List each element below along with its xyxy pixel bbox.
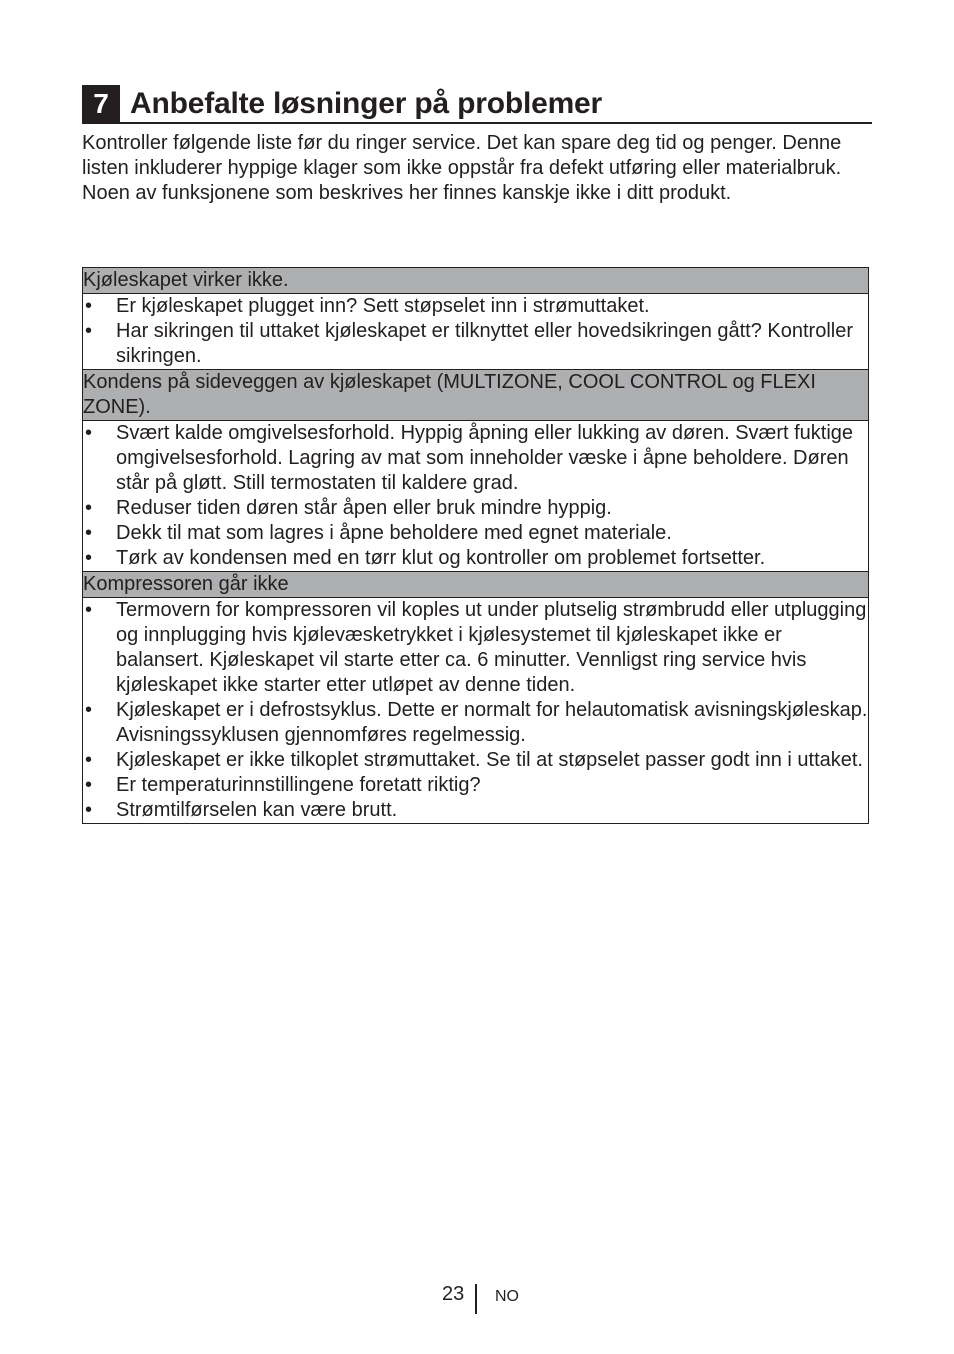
list-item [83, 698, 868, 748]
solution-text: Kjøleskapet er ikke tilkoplet strømuttaket. Se til at støpselet passer godt inn i uttaket. [116, 749, 863, 771]
solution-text: Er temperaturinnstillingene foretatt riktig? [116, 774, 481, 796]
table-row [83, 370, 869, 421]
problem-header: Kjøleskapet virker ikke. [83, 268, 869, 294]
table-row [83, 294, 869, 370]
list-item [83, 319, 868, 369]
bullet-icon: • [85, 522, 93, 544]
table-row [83, 268, 869, 294]
list-item [83, 773, 868, 798]
solution-list [83, 598, 868, 823]
table-row [83, 572, 869, 598]
page-footer [0, 1281, 954, 1317]
bullet-icon: • [85, 599, 93, 621]
intro-text [82, 131, 872, 206]
footer-divider [475, 1284, 477, 1314]
bullet-icon: • [85, 320, 93, 342]
section-number-badge: 7 [82, 85, 120, 122]
list-item [83, 748, 868, 773]
bullet-icon: • [85, 799, 93, 821]
list-item [83, 546, 868, 571]
list-item [83, 521, 868, 546]
solution-text: Tørk av kondensen med en tørr klut og kontroller om problemet fortsetter. [116, 547, 766, 569]
section-heading [82, 82, 872, 124]
bullet-icon: • [85, 547, 93, 569]
list-item [83, 798, 868, 823]
list-item [83, 598, 868, 698]
bullet-icon: • [85, 774, 93, 796]
bullet-icon: • [85, 422, 93, 444]
bullet-icon: • [85, 295, 93, 317]
list-item [83, 496, 868, 521]
solution-text: Kjøleskapet er i defrostsyklus. Dette er normalt for helautomatisk avisningskjøleskap. Avisningssyklusen gjennomføres regelmessig. [116, 699, 868, 746]
bullet-icon: • [85, 497, 93, 519]
solution-text: Svært kalde omgivelsesforhold. Hyppig åpning eller lukking av døren. Svært fuktige omgivelsesforhold. Lagring av mat som inneholder væske i åpne beholdere. Døren står på gløtt. Still termostaten til kaldere grad. [116, 422, 854, 494]
language-code: NO [495, 1288, 519, 1305]
troubleshooting-table [82, 267, 869, 824]
bullet-icon: • [85, 749, 93, 771]
solution-text: Strømtilførselen kan være brutt. [116, 799, 398, 821]
intro-paragraph: Kontroller følgende liste før du ringer service. Det kan spare deg tid og penger. Denne listen inkluderer hyppige klager som ikke oppstår fra defekt utføring eller materialbruk. Noen av funksjonene som beskrives her finnes kanskje ikke i ditt produkt. [82, 132, 842, 204]
solution-text: Har sikringen til uttaket kjøleskapet er tilknyttet eller hovedsikringen gått? Kontroller sikringen. [116, 320, 854, 367]
list-item [83, 421, 868, 496]
problem-header: Kondens på sideveggen av kjøleskapet (MULTIZONE, COOL CONTROL og FLEXI ZONE). [83, 370, 869, 421]
page-title: Anbefalte løsninger på problemer [130, 87, 603, 120]
solution-text: Termovern for kompressoren vil koples ut under plutselig strømbrudd eller utplugging og innplugging hvis kjølevæsketrykket i kjølesystemet til kjøleskapet ikke er balansert. Kjøleskapet vil starte etter ca. 6 minutter. Vennligst ring service hvis kjøleskapet ikke starter etter utløpet av denne tiden. [116, 599, 867, 696]
bullet-icon: • [85, 699, 93, 721]
table-row [83, 421, 869, 572]
solution-text: Dekk til mat som lagres i åpne beholdere med egnet materiale. [116, 522, 672, 544]
solution-list [83, 294, 868, 369]
solution-list [83, 421, 868, 571]
problem-header: Kompressoren går ikke [83, 572, 869, 598]
solution-text: Er kjøleskapet plugget inn? Sett støpselet inn i strømuttaket. [116, 295, 650, 317]
table-row [83, 598, 869, 824]
solution-text: Reduser tiden døren står åpen eller bruk mindre hyppig. [116, 497, 612, 519]
page-number: 23 [442, 1283, 465, 1305]
list-item [83, 294, 868, 319]
